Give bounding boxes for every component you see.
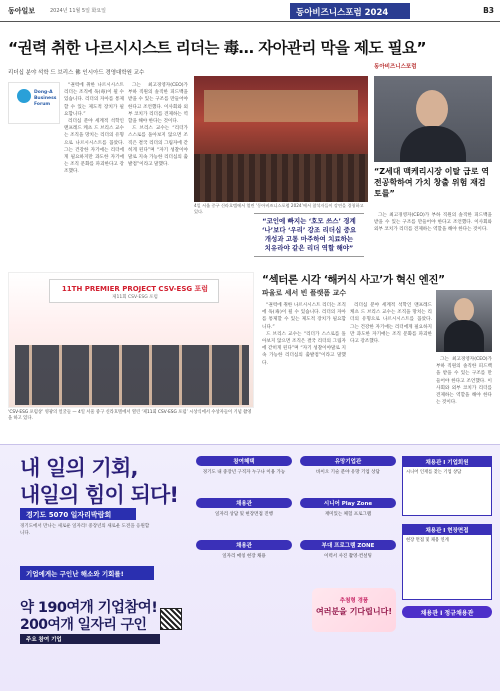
qr-code-icon[interactable] bbox=[160, 608, 182, 630]
ad-description: 경기도에서 만나는 새로운 일자리! 중장년의 새로운 도전을 응원합니다. bbox=[20, 524, 150, 536]
article-paragraph: 드 브리스 교수는 “리더가 스스로를 돌아보지 않으면 조직은 결국 리더의 그림자에 갇히게 된다”며 “자기 성찰이야말로 지속 가능한 리더십의 출발점”이라고 말했다. bbox=[262, 331, 346, 366]
forum-logo-text: Dong-A Business Forum bbox=[34, 90, 57, 107]
ad-pill-head: 시니어 Play Zone bbox=[300, 498, 396, 508]
divider bbox=[254, 213, 364, 214]
forum-stage-photo bbox=[194, 76, 368, 202]
ad-info-box-title: 채용관 I 기업회원 bbox=[403, 457, 491, 467]
pull-quote-line: ‘나’보다 ‘우리’ 강조 리더십 중요 bbox=[261, 226, 357, 234]
article-paragraph: “권력에 취한 나르시시스트 리더는 조직에 독(毒)이 될 수 있습니다. 리더의 자아를 통제할 수 있는 제도적 장치가 필요합니다.” bbox=[262, 303, 346, 330]
masthead bbox=[0, 0, 500, 22]
article-column-1 bbox=[64, 82, 124, 268]
professor-head bbox=[454, 298, 474, 322]
forum-logo-icon bbox=[17, 89, 31, 103]
pull-quote-line: 치유라야 같은 리더 역할 해야” bbox=[264, 244, 354, 252]
ad-prize-message: 여러분을 기다립니다! bbox=[316, 607, 392, 616]
article-column-2 bbox=[128, 82, 188, 268]
award-banner-title: 11TH PREMIER PROJECT CSV-ESG 포럼 bbox=[61, 285, 209, 293]
ad-pill-body: 일자리 상담 및 현장면접 진행 bbox=[215, 512, 273, 517]
award-banner-subtitle: 제11회 CSV·ESG 포럼 bbox=[112, 295, 158, 300]
ad-pill-head: 참여혜택 bbox=[196, 456, 292, 466]
forum-logo bbox=[8, 82, 60, 124]
sidebar-section-tag: 동아비즈니스포럼 bbox=[374, 64, 417, 70]
ad-cta-button[interactable]: 기업에게는 구인난 해소와 기회를! bbox=[20, 566, 154, 580]
pull-quote bbox=[254, 210, 364, 260]
secondary-byline: 파울로 세서 빈 플랫폼 교수 bbox=[262, 289, 347, 297]
article-headline: “권력 취한 나르시시스트 리더는 毒… 자아관리 막을 제도 필요” bbox=[8, 39, 426, 57]
ad-company-count: 약 190여개 기업참여! bbox=[20, 600, 158, 616]
award-ceremony-photo bbox=[8, 272, 254, 408]
ad-prize-promo bbox=[312, 588, 396, 632]
ad-job-count: 200여개 일자리 구인 bbox=[20, 617, 147, 633]
photo-caption: 4일 서울 중구 신라호텔에서 열린 ‘동아비즈니스포럼 2024’에서 참석자들이 강연을 경청하고 있다. bbox=[194, 203, 364, 214]
professor-photo bbox=[436, 290, 492, 352]
ad-info-box-body: 시니어 인재를 찾는 기업 상담 bbox=[406, 470, 462, 475]
ad-pill-head: 채용관 bbox=[196, 498, 292, 508]
article-paragraph: 그는 최고경영자(CEO)가 부하 직원의 솔직한 피드백을 받을 수 있는 구조를 만들어야 한다고 조언했다. 이사회와 외부 코치가 리더를 견제하는 역할을 해야 한다는 것이다. bbox=[436, 357, 492, 406]
speaker-portrait bbox=[374, 76, 492, 162]
article-byline: 리더십 분야 석학 드 브리스 佛 인시아드 경영대학원 교수 bbox=[8, 70, 145, 76]
article-paragraph: 리더십 분야 세계적 석학인 맨프레드 케츠 드 브리스 교수는 조직을 망치는 리더의 유형으로 나르시시스트를 꼽았다. 그는 건강한 자기애는 리더에게 필요하지만 과도한 자기애는 조직 문화를 파괴한다고 강조했다. bbox=[350, 303, 432, 345]
secondary-column-2 bbox=[350, 302, 432, 436]
section-banner: 동아비즈니스포럼 2024 bbox=[290, 3, 410, 19]
portrait-body bbox=[400, 126, 466, 162]
article-paragraph: 드 브리스 교수는 “리더가 스스로를 돌아보지 않으면 조직은 결국 리더의 그림자에 갇히게 된다”며 “자기 성찰이야말로 지속 가능한 리더십의 출발점”이라고 말했다. bbox=[128, 126, 188, 168]
ad-info-box bbox=[402, 524, 492, 600]
award-caption: ‘CSV·ESG 포럼상’ 영광의 얼굴들 — 4일 서울 중구 신라호텔에서 열린 ‘제11회 CSV·ESG 포럼’ 시상식에서 수상자들이 기념 촬영을 하고 있다. bbox=[8, 410, 252, 421]
ad-pill-body: 이력서 사진 촬영·컨설팅 bbox=[324, 554, 372, 559]
divider bbox=[254, 256, 364, 257]
ad-info-box bbox=[402, 456, 492, 516]
article-paragraph: 리더십 분야 세계적 석학인 맨프레드 케츠 드 브리스 교수는 조직을 망치는 리더의 유형으로 나르시시스트를 꼽았다. 그는 건강한 자기애는 리더에게 필요하지만 과도한 자기애는 조직 문화를 파괴한다고 강조했다. bbox=[64, 119, 124, 175]
portrait-head bbox=[416, 90, 448, 128]
issue-date: 2024년 11월 5일 화요일 bbox=[50, 8, 107, 14]
ad-regular-hiring-bar: 채용관 I 정규채용관 bbox=[402, 606, 492, 618]
ad-info-box-title: 채용관 I 현장면접 bbox=[403, 525, 491, 535]
ad-headline-line1: 내 일의 기회, bbox=[20, 456, 138, 480]
ad-pill-head: 부대 프로그램 ZONE bbox=[300, 540, 396, 550]
newspaper-name: 동아일보 bbox=[8, 7, 36, 15]
secondary-column-3 bbox=[436, 356, 492, 436]
ad-companies-label: 주요 참여 기업 bbox=[20, 634, 160, 644]
pull-quote-line: 개성과 고통 마주하여 치료하는 bbox=[264, 235, 354, 243]
ad-pill-body: 재미있는 체험 프로그램 bbox=[324, 512, 372, 517]
secondary-column-1 bbox=[262, 302, 346, 436]
sidebar-column bbox=[374, 212, 492, 268]
ad-pill-head: 채용관 bbox=[196, 540, 292, 550]
page-number: B3 bbox=[483, 6, 494, 15]
pull-quote-line: “코인에 빠지는 ‘호모 쓰스’ 경계 bbox=[262, 217, 356, 225]
sidebar-headline: “Z세대 맥케리시장 이탈 급로 역전공학하여 가치 창출 위험 재검토를” bbox=[374, 167, 489, 198]
ad-pill-body: 경기도 내 중장년 구직자 누구나 이용 가능 bbox=[202, 470, 286, 475]
audience bbox=[194, 154, 368, 202]
ad-prize-label: 추첨형 경품 bbox=[339, 598, 369, 604]
award-winners bbox=[15, 345, 249, 405]
professor-body bbox=[444, 320, 484, 352]
stage-screen bbox=[204, 90, 358, 122]
ad-pill-body: 바이오 기술 분야 유망 기업 상담 bbox=[316, 470, 380, 475]
article-paragraph: 그는 최고경영자(CEO)가 부하 직원의 솔직한 피드백을 받을 수 있는 구조를 만들어야 한다고 조언했다. 이사회와 외부 코치가 리더를 견제하는 역할을 해야 한다는 것이다. bbox=[374, 213, 492, 233]
ad-pill-head: 유망기업관 bbox=[300, 456, 396, 466]
ad-event-badge: 경기도 5070 일자리박람회 bbox=[20, 508, 136, 520]
article-paragraph: 그는 최고경영자(CEO)가 부하 직원의 솔직한 피드백을 받을 수 있는 구조를 만들어야 한다고 조언했다. 이사회와 외부 코치가 리더를 견제하는 역할을 해야 한다는 것이다. bbox=[128, 83, 188, 125]
article-paragraph: “권력에 취한 나르시시스트 리더는 조직에 독(毒)이 될 수 있습니다. 리더의 자아를 통제할 수 있는 제도적 장치가 필요합니다.” bbox=[64, 83, 124, 117]
award-banner bbox=[49, 279, 219, 303]
secondary-headline: “섹터론 시각 ‘해커식 사고’가 혁신 엔진” bbox=[262, 274, 445, 286]
ad-headline-line2: 내일의 힘이 되다! bbox=[20, 483, 179, 507]
ad-pill-body: 일자리 매칭 현장 채용 bbox=[222, 554, 266, 559]
ad-info-box-body: 현장 면접 및 채용 연계 bbox=[406, 538, 449, 543]
